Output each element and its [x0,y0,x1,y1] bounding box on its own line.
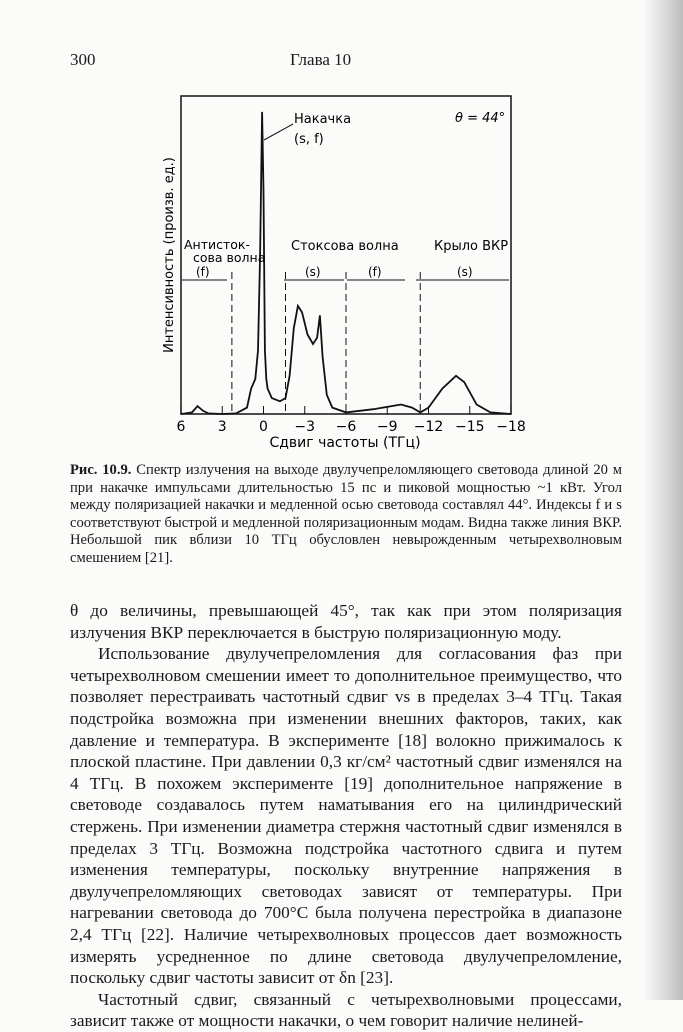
x-tick-label: −9 [376,419,398,435]
region-s-1: (s) [305,265,321,279]
x-tick-label: −3 [294,419,316,435]
region-f-1: (f) [196,265,210,279]
paragraph-3: Частотный сдвиг, связанный с четырехволновыми процессами, зависит также от мощности накачки, о чем говорит наличие нелиней- [70,989,622,1031]
region-s-2: (s) [457,265,473,279]
caption-text: Спектр излучения на выходе двулучепреломляющего световода длиной 20 м при накачке импульсами длительностью 15 пс и пиковой мощностью ~1 кВт. Угол между поляризацией накачки и медленной осью световода составлял 44°. Индексы f и s соответствуют быстрой и медленной поляризационным модам. Видна также линия ВКР. Небольшой пик вблизи 10 ТГц обусловлен невырожденным четырехволновым смешением [21]. [70,462,622,566]
y-axis-label: Интенсивность (произв. ед.) [162,157,177,353]
stokes-label: Стоксова волна [291,239,399,254]
spectrum-chart [0,0,683,460]
antistokes-label-1: Антисток- [184,237,250,252]
x-tick-label: 6 [176,419,186,435]
x-tick-label: −18 [496,419,526,435]
body-text [70,600,622,1032]
x-tick-label: −15 [454,419,485,435]
region-f-2: (f) [368,265,382,279]
x-tick-label: 3 [217,419,227,435]
page-number: 300 [70,50,96,69]
antistokes-label-2: сова волна [193,250,266,265]
raman-wing-label: Крыло ВКР [434,239,509,254]
pump-label: Накачка [294,112,352,127]
figure-caption [70,462,622,568]
paragraph-2: Использование двулучепреломления для согласования фаз при четырехволновом смешении имеет то дополнительное преимущество, что позволяет перестраивать частотный сдвиг vs в пределах 3–4 ТГц. Такая подстройка возможна при изменении внешних факторов, таких, как давление и температура. В эксперименте [18] волокно прижималось к плоской пластине. При давлении 0,3 кг/см² частотный сдвиг изменялся на 4 ТГц. В похожем эксперименте [19] дополнительное напряжение в световоде создавалось путем наматывания его на цилиндрический стержень. При изменении диаметра стержня частотный сдвиг изменялся в пределах 3 ТГц. Возможна подстройка частотного сдвига и путем изменения температуры, поскольку внутренние напряжения в двулучепреломляющих световодах зависят от температуры. При нагревании световода до 700°С была получена перестройка в диапазоне 2,4 ТГц [22]. Наличие четырехволновых процессов дает возможность измерять усредненное по длине световода двулучепреломление, поскольку сдвиг частоты зависит от δn [23]. [70,644,622,988]
x-tick-label: −6 [335,419,357,435]
x-tick-label: −12 [413,419,444,435]
pump-index: (s, f) [294,132,324,147]
paragraph-1: θ до величины, превышающей 45°, так как при этом поляризация излучения ВКР переключается в быструю поляризационную моду. [70,601,622,642]
theta-annotation: θ = 44° [455,111,506,126]
x-axis-label: Сдвиг частоты (ТГц) [269,435,421,451]
chapter-title: Глава 10 [290,50,352,69]
x-tick-label: 0 [259,419,268,435]
figure-label: Рис. 10.9. [70,462,132,478]
pump-arrow [264,124,293,140]
